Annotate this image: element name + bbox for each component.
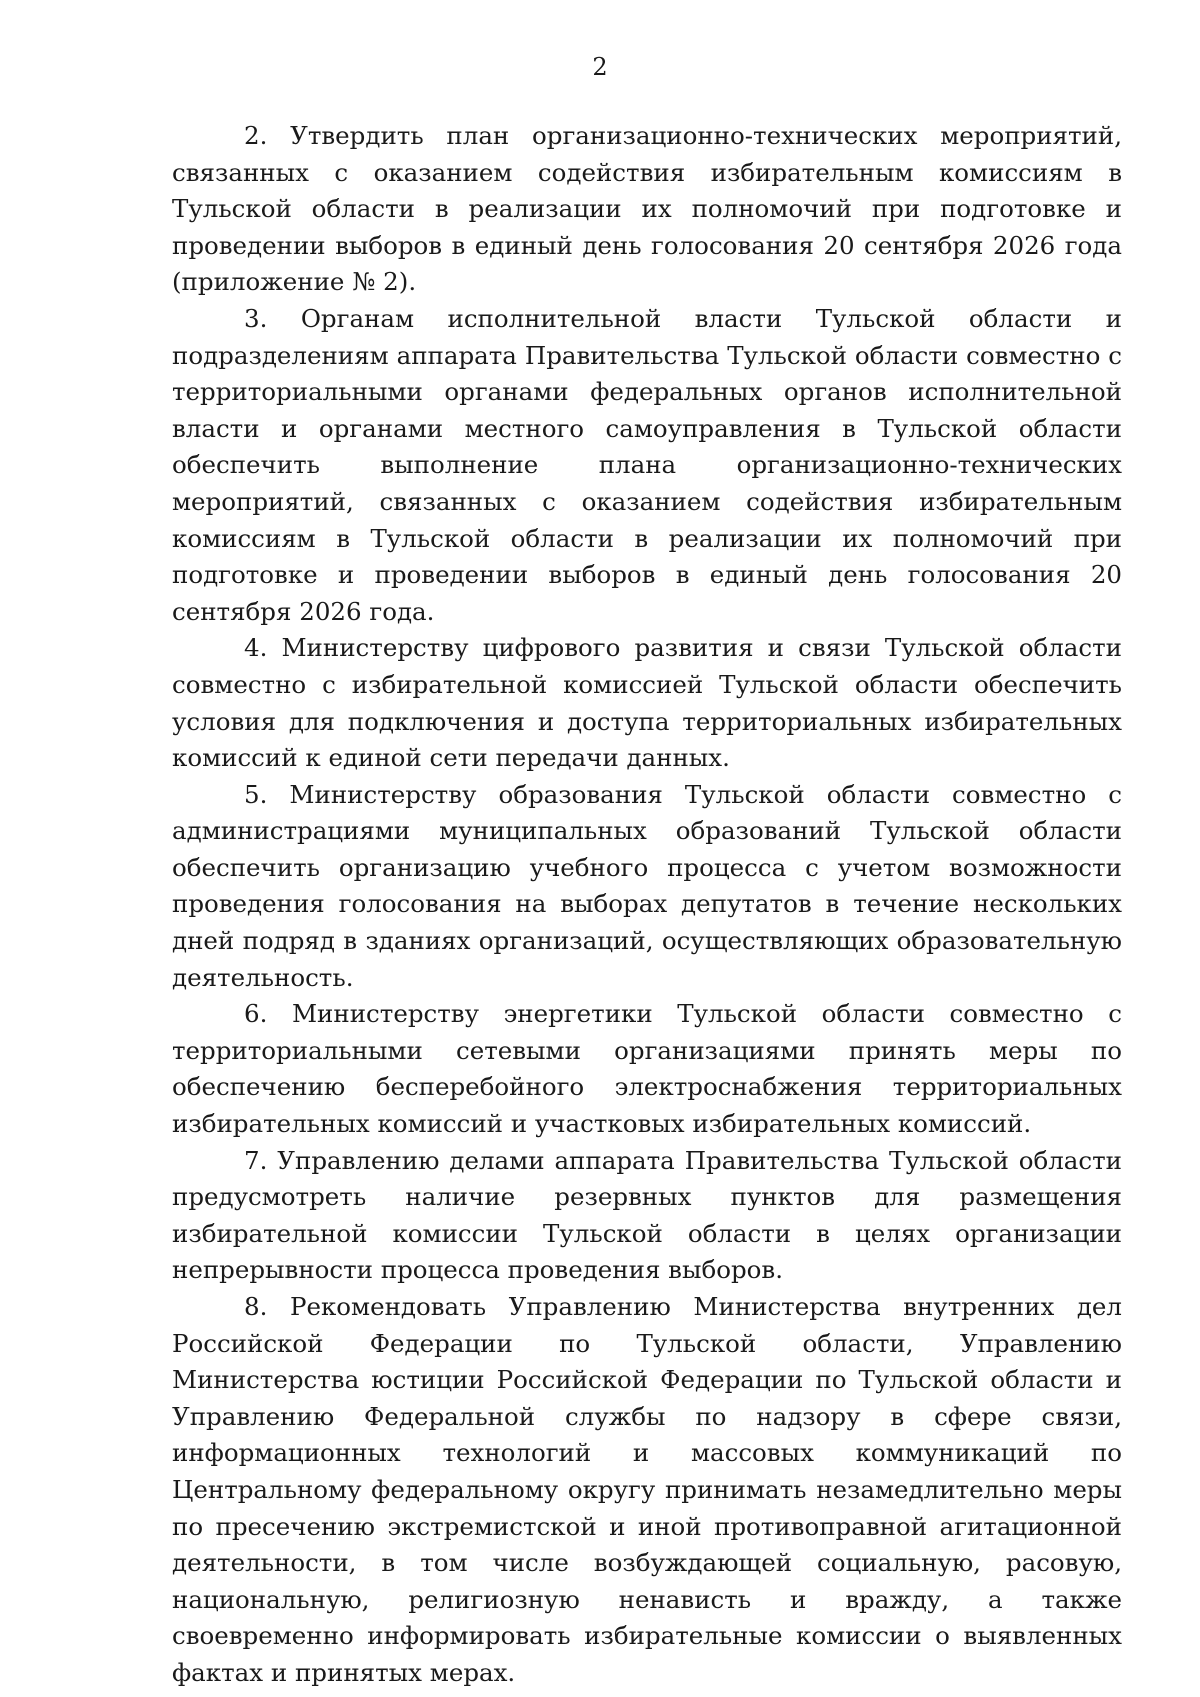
paragraph-item-8: 8. Рекомендовать Управлению Министерства внутренних дел Российской Федерации по Тульской области, Управлению Министерства юстиции Российской Федерации по Тульской области и Управлению Федеральной службы по надзору в сфере связи, информационных технологий и массовых коммуникаций по Центральному федеральному округу принимать незамедлительно меры по пресечению экстремистской и иной противоправной агитационной деятельности, в том числе возбуждающей социальную, расовую, национальную, религиозную ненависть и вражду, а также своевременно информировать избирательные комиссии о выявленных фактах и принятых мерах. bbox=[172, 1292, 1122, 1687]
page-number: 2 bbox=[592, 53, 608, 81]
paragraph-item-6: 6. Министерству энергетики Тульской области совместно с территориальными сетевыми организациями принять меры по обеспечению бесперебойного электроснабжения территориальных избирательных комиссий и участковых избирательных комиссий. bbox=[172, 999, 1122, 1139]
paragraph-item-4: 4. Министерству цифрового развития и связи Тульской области совместно с избирательной комиссией Тульской области обеспечить условия для подключения и доступа территориальных избирательных комиссий к единой сети передачи данных. bbox=[172, 633, 1122, 773]
paragraph-item-2: 2. Утвердить план организационно-технических мероприятий, связанных с оказанием содействия избирательным комиссиям в Тульской области в реализации их полномочий при подготовке и проведении выборов в единый день голосования 20 сентября 2026 года (приложение № 2). bbox=[172, 121, 1122, 297]
paragraph-item-3: 3. Органам исполнительной власти Тульской области и подразделениям аппарата Правительства Тульской области совместно с территориальными органами федеральных органов исполнительной власти и органами местного самоуправления в Тульской области обеспечить выполнение плана организационно-технических мероприятий, связанных с оказанием содействия избирательным комиссиям в Тульской области в реализации их полномочий при подготовке и проведении выборов в единый день голосования 20 сентября 2026 года. bbox=[172, 303, 1122, 626]
paragraph-item-5: 5. Министерству образования Тульской области совместно с администрациями муниципальных образований Тульской области обеспечить организацию учебного процесса с учетом возможности проведения голосования на выборах депутатов в течение нескольких дней подряд в зданиях организаций, осуществляющих образовательную деятельность. bbox=[172, 779, 1122, 992]
paragraph-item-7: 7. Управлению делами аппарата Правительства Тульской области предусмотреть наличие резервных пунктов для размещения избирательной комиссии Тульской области в целях организации непрерывности процесса проведения выборов. bbox=[172, 1145, 1122, 1285]
document-body bbox=[172, 118, 1122, 1692]
